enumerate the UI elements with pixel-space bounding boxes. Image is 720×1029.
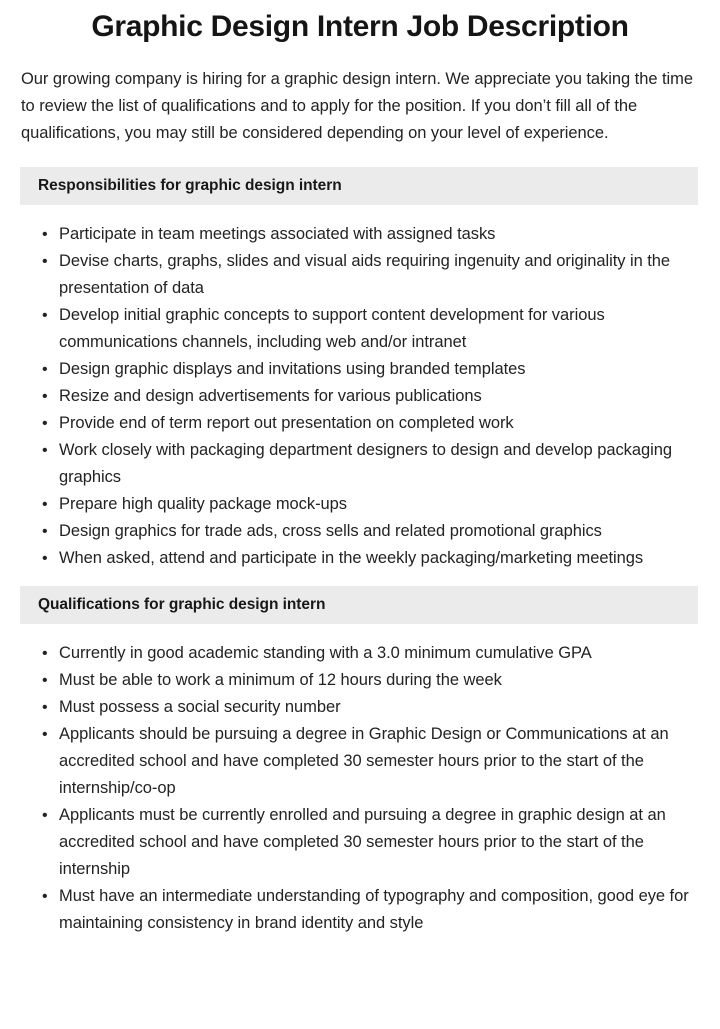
list-item — [0, 221, 696, 248]
list-item — [0, 410, 696, 437]
list-item-text: Resize and design advertisements for various publications — [59, 387, 482, 405]
list-item — [0, 356, 696, 383]
list-item-text: Applicants should be pursuing a degree in Graphic Design or Communications at an accredited school and have completed 30 semester hours prior to the start of the internship/co-op — [59, 725, 669, 797]
list-item — [0, 491, 696, 518]
list-item — [0, 437, 696, 491]
list-item — [0, 302, 696, 356]
list-item — [0, 545, 696, 572]
bullet-icon: • — [42, 807, 48, 824]
bullet-icon: • — [42, 253, 48, 270]
list-item — [0, 383, 696, 410]
list-item-text: Applicants must be currently enrolled and pursuing a degree in graphic design at an accredited school and have completed 30 semester hours prior to the start of the internship — [59, 806, 666, 878]
list-item-text: Must have an intermediate understanding of typography and composition, good eye for maintaining consistency in brand identity and style — [59, 887, 689, 932]
bullet-icon: • — [42, 307, 48, 324]
bullet-icon: • — [42, 645, 48, 662]
list-item — [0, 640, 696, 667]
bullet-icon: • — [42, 226, 48, 243]
list-item-text: When asked, attend and participate in the weekly packaging/marketing meetings — [59, 549, 644, 567]
page-title: Graphic Design Intern Job Description — [91, 10, 629, 43]
bullet-icon: • — [42, 388, 48, 405]
list-item — [0, 802, 696, 883]
list-item — [0, 694, 696, 721]
intro-paragraph: Our growing company is hiring for a graphic design intern. We appreciate you taking the time to review the list of qualifications and to apply for the position. If you don’t fill all of the qualifications, you may still be considered depending on your level of experience. — [21, 70, 693, 142]
bullet-icon: • — [42, 523, 48, 540]
list-item — [0, 721, 696, 802]
section-qualifications — [0, 586, 720, 937]
list-item-text: Provide end of term report out presentation on completed work — [59, 414, 514, 432]
list-item-text: Develop initial graphic concepts to support content development for various communications channels, including web and/or intranet — [59, 306, 605, 351]
list-item-text: Participate in team meetings associated with assigned tasks — [59, 225, 496, 243]
qualifications-list — [0, 624, 720, 937]
section-heading-qualifications: Qualifications for graphic design intern — [20, 586, 698, 624]
list-item-text: Work closely with packaging department designers to design and develop packaging graphics — [59, 441, 672, 486]
bullet-icon: • — [42, 496, 48, 513]
bullet-icon: • — [42, 672, 48, 689]
list-item-text: Prepare high quality package mock-ups — [59, 495, 347, 513]
section-responsibilities — [0, 167, 720, 572]
list-item-text: Design graphics for trade ads, cross sells and related promotional graphics — [59, 522, 602, 540]
section-heading-responsibilities: Responsibilities for graphic design intern — [20, 167, 698, 205]
list-item — [0, 667, 696, 694]
list-item-text: Must possess a social security number — [59, 698, 341, 716]
list-item-text: Design graphic displays and invitations using branded templates — [59, 360, 526, 378]
bullet-icon: • — [42, 415, 48, 432]
responsibilities-list — [0, 205, 720, 572]
bullet-icon: • — [42, 699, 48, 716]
bullet-icon: • — [42, 361, 48, 378]
list-item-text: Must be able to work a minimum of 12 hours during the week — [59, 671, 502, 689]
bullet-icon: • — [42, 726, 48, 743]
bullet-icon: • — [42, 888, 48, 905]
bullet-icon: • — [42, 442, 48, 459]
list-item — [0, 518, 696, 545]
list-item — [0, 883, 696, 937]
bullet-icon: • — [42, 550, 48, 567]
list-item-text: Currently in good academic standing with a 3.0 minimum cumulative GPA — [59, 644, 592, 662]
list-item-text: Devise charts, graphs, slides and visual aids requiring ingenuity and originality in the presentation of data — [59, 252, 671, 297]
list-item — [0, 248, 696, 302]
